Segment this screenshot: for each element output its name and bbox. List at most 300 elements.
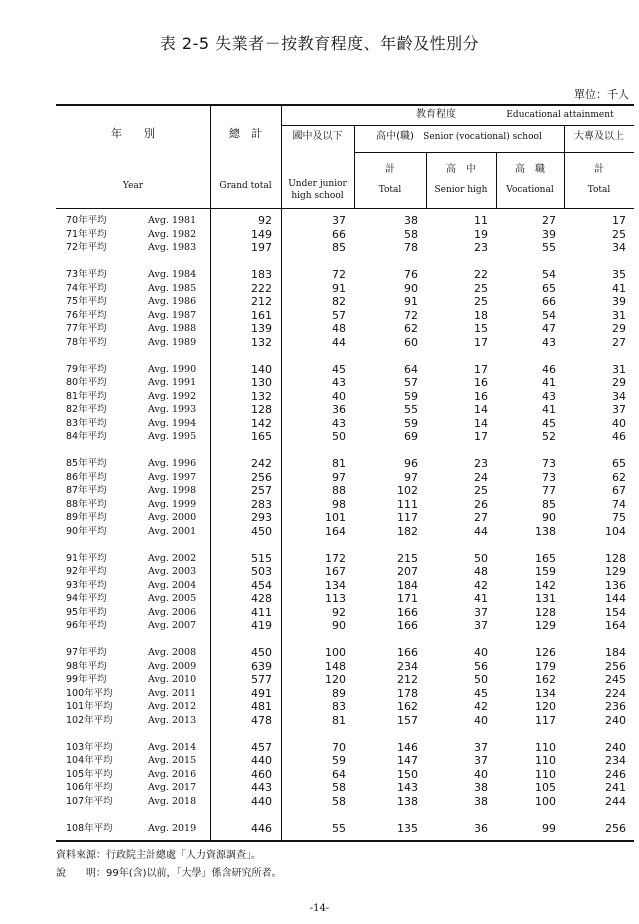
row-value: 44 (474, 524, 488, 538)
row-value: 142 (535, 578, 556, 592)
table-row (56, 417, 634, 431)
row-value: 58 (332, 781, 346, 794)
row-year-en: Avg. 2010 (148, 674, 197, 685)
table-row (56, 700, 634, 714)
source-note: 資料來源：行政院主計總處「人力資源調查」。 (56, 850, 261, 861)
row-value: 78 (404, 241, 418, 254)
row-value: 59 (404, 389, 418, 403)
row-value: 212 (251, 295, 272, 308)
table-row (56, 282, 634, 296)
row-year-en: Avg. 2008 (148, 647, 197, 658)
table-row (56, 498, 634, 512)
row-value: 19 (474, 227, 488, 241)
row-value: 25 (474, 484, 488, 497)
college-group-zh: 大專及以上 (574, 131, 624, 142)
row-value: 242 (251, 457, 272, 470)
row-year-en: Avg. 1992 (148, 390, 197, 402)
row-value: 135 (397, 821, 418, 835)
row-year-zh: 102年平均 (66, 714, 113, 726)
row-value: 428 (251, 592, 272, 605)
row-year-zh: 98年平均 (66, 660, 107, 672)
row-value: 481 (251, 700, 272, 713)
row-value: 96 (404, 457, 418, 470)
row-value: 65 (542, 281, 556, 295)
row-year-zh: 94年平均 (66, 593, 107, 604)
row-year-en: Avg. 1996 (148, 458, 197, 469)
table-row (56, 403, 634, 417)
row-value: 85 (332, 241, 346, 254)
table-row (56, 525, 634, 539)
row-value: 92 (332, 605, 346, 619)
row-year-en: Avg. 1987 (148, 309, 197, 321)
row-value: 62 (612, 470, 626, 484)
row-value: 73 (542, 470, 556, 484)
row-value: 457 (251, 740, 272, 754)
row-year-en: Avg. 1991 (148, 377, 197, 388)
row-value: 83 (332, 700, 346, 713)
row-year-zh: 84年平均 (66, 431, 107, 442)
row-year-en: Avg. 1997 (148, 471, 197, 483)
table-row (56, 484, 634, 498)
row-year-zh: 74年平均 (66, 282, 107, 294)
row-value: 159 (535, 565, 556, 578)
row-value: 89 (332, 686, 346, 700)
row-value: 40 (474, 713, 488, 727)
row-year-en: Avg. 2017 (148, 782, 197, 793)
row-value: 82 (332, 295, 346, 308)
row-value: 440 (251, 794, 272, 808)
row-value: 35 (612, 268, 626, 281)
header-bottom-rule (56, 208, 634, 209)
row-value: 73 (542, 457, 556, 470)
table-row (56, 781, 634, 795)
row-year-zh: 81年平均 (66, 390, 107, 402)
row-value: 139 (251, 322, 272, 335)
table-row (56, 228, 634, 242)
row-value: 164 (325, 524, 346, 538)
row-value: 157 (397, 713, 418, 727)
row-year-zh: 85年平均 (66, 458, 107, 469)
edu-header-zh: 教育程度 (416, 109, 456, 120)
row-value: 165 (251, 430, 272, 443)
row-value: 76 (404, 268, 418, 281)
row-value: 100 (535, 794, 556, 808)
row-value: 44 (332, 335, 346, 349)
row-value: 70 (332, 740, 346, 754)
row-value: 60 (404, 335, 418, 349)
row-value: 16 (474, 376, 488, 389)
row-value: 34 (612, 241, 626, 254)
row-year-en: Avg. 2016 (148, 768, 197, 780)
senior-group-zh: 高中(職) (376, 131, 414, 142)
row-year-zh: 99年平均 (66, 674, 107, 685)
row-value: 184 (397, 578, 418, 592)
row-value: 101 (325, 511, 346, 524)
row-year-en: Avg. 2003 (148, 566, 197, 577)
row-value: 105 (535, 781, 556, 794)
row-value: 146 (397, 740, 418, 754)
row-value: 132 (251, 335, 272, 349)
row-value: 224 (605, 686, 626, 700)
row-value: 55 (404, 403, 418, 416)
senior-high-zh: 高 中 (446, 164, 476, 175)
row-value: 134 (535, 686, 556, 700)
row-value: 234 (605, 754, 626, 767)
row-value: 43 (332, 416, 346, 430)
row-year-zh: 106年平均 (66, 782, 113, 793)
row-value: 166 (397, 605, 418, 619)
row-value: 46 (612, 430, 626, 443)
row-value: 56 (474, 659, 488, 673)
row-year-zh: 91年平均 (66, 552, 107, 564)
row-value: 148 (325, 659, 346, 673)
row-value: 15 (474, 322, 488, 335)
row-value: 128 (251, 403, 272, 416)
row-value: 443 (251, 781, 272, 794)
college-total-en: Total (587, 185, 611, 195)
row-value: 59 (332, 754, 346, 767)
table-row (56, 741, 634, 755)
senior-group-header (354, 131, 564, 143)
row-value: 162 (535, 673, 556, 686)
row-value: 37 (612, 403, 626, 416)
table-row (56, 309, 634, 323)
row-value: 129 (605, 565, 626, 578)
college-total-zh: 計 (594, 164, 604, 175)
row-value: 45 (474, 686, 488, 700)
row-value: 150 (397, 767, 418, 781)
row-value: 88 (332, 484, 346, 497)
row-value: 41 (542, 403, 556, 416)
row-year-en: Avg. 1989 (148, 336, 197, 348)
row-value: 42 (474, 700, 488, 713)
table-row (56, 268, 634, 282)
row-value: 64 (404, 362, 418, 376)
row-year-en: Avg. 2012 (148, 701, 197, 712)
row-value: 419 (251, 619, 272, 632)
row-value: 27 (612, 335, 626, 349)
row-value: 37 (474, 605, 488, 619)
table-row (56, 241, 634, 255)
year-header-en: Year (122, 181, 144, 191)
row-value: 38 (474, 794, 488, 808)
row-value: 167 (325, 565, 346, 578)
row-value: 446 (251, 821, 272, 835)
col-divider (496, 152, 497, 208)
row-value: 236 (605, 700, 626, 713)
row-value: 171 (397, 592, 418, 605)
row-value: 41 (612, 281, 626, 295)
row-value: 17 (474, 430, 488, 443)
table-row (56, 363, 634, 377)
row-value: 234 (397, 659, 418, 673)
row-value: 184 (605, 646, 626, 659)
row-value: 72 (332, 268, 346, 281)
row-value: 138 (535, 524, 556, 538)
table-row (56, 754, 634, 768)
table-row (56, 471, 634, 485)
row-value: 25 (612, 227, 626, 241)
row-year-zh: 93年平均 (66, 579, 107, 591)
row-value: 45 (332, 362, 346, 376)
table-row (56, 673, 634, 687)
row-year-zh: 77年平均 (66, 323, 107, 334)
row-value: 154 (605, 605, 626, 619)
row-value: 222 (251, 281, 272, 295)
row-value: 90 (332, 619, 346, 632)
row-year-zh: 89年平均 (66, 512, 107, 523)
row-year-zh: 88年平均 (66, 498, 107, 510)
table-row (56, 430, 634, 444)
row-value: 491 (251, 686, 272, 700)
row-value: 50 (332, 430, 346, 443)
row-value: 117 (535, 713, 556, 727)
row-value: 131 (535, 592, 556, 605)
row-year-en: Avg. 1982 (148, 228, 197, 240)
table-row (56, 552, 634, 566)
row-year-en: Avg. 1986 (148, 296, 197, 307)
row-year-en: Avg. 2019 (148, 822, 197, 834)
explanation-note: 說 明：99年(含)以前，「大學」係含研究所者。 (56, 868, 282, 879)
row-value: 147 (397, 754, 418, 767)
row-value: 81 (332, 457, 346, 470)
page-number: -14- (309, 903, 330, 914)
row-value: 54 (542, 268, 556, 281)
row-value: 245 (605, 673, 626, 686)
row-value: 14 (474, 416, 488, 430)
row-value: 450 (251, 646, 272, 659)
row-value: 179 (535, 659, 556, 673)
row-year-zh: 76年平均 (66, 309, 107, 321)
row-year-en: Avg. 2006 (148, 606, 197, 618)
row-value: 164 (605, 619, 626, 632)
senior-high-en: Senior high (434, 185, 488, 195)
table-row (56, 390, 634, 404)
row-value: 72 (404, 308, 418, 322)
row-value: 16 (474, 389, 488, 403)
table-row (56, 457, 634, 471)
row-year-zh: 90年平均 (66, 525, 107, 537)
row-value: 138 (397, 794, 418, 808)
row-year-zh: 100年平均 (66, 687, 113, 699)
row-value: 34 (612, 389, 626, 403)
row-value: 215 (397, 551, 418, 565)
row-value: 39 (542, 227, 556, 241)
row-value: 25 (474, 281, 488, 295)
header-rule (281, 125, 634, 126)
table-row (56, 376, 634, 390)
row-value: 69 (404, 430, 418, 443)
row-value: 62 (404, 322, 418, 335)
row-value: 140 (251, 362, 272, 376)
row-value: 67 (612, 484, 626, 497)
row-value: 240 (605, 713, 626, 727)
row-value: 58 (332, 794, 346, 808)
row-year-zh: 78年平均 (66, 336, 107, 348)
year-header-zh: 年 別 (111, 127, 155, 140)
row-value: 57 (404, 376, 418, 389)
vocational-zh: 高 職 (515, 164, 545, 175)
table-row (56, 714, 634, 728)
row-value: 37 (332, 214, 346, 227)
row-value: 172 (325, 551, 346, 565)
row-value: 100 (325, 646, 346, 659)
row-year-zh: 83年平均 (66, 417, 107, 429)
row-value: 40 (612, 416, 626, 430)
row-year-en: Avg. 2013 (148, 714, 197, 726)
table-row (56, 592, 634, 606)
row-value: 50 (474, 551, 488, 565)
row-value: 81 (332, 713, 346, 727)
row-value: 241 (605, 781, 626, 794)
table-row (56, 295, 634, 309)
junior-header-en: Under junior high school (288, 179, 347, 201)
row-value: 97 (404, 470, 418, 484)
row-value: 48 (474, 565, 488, 578)
row-value: 515 (251, 551, 272, 565)
row-year-en: Avg. 1981 (148, 215, 197, 226)
row-value: 639 (251, 659, 272, 673)
row-value: 256 (605, 659, 626, 673)
row-value: 40 (474, 646, 488, 659)
row-value: 42 (474, 578, 488, 592)
row-year-zh: 70年平均 (66, 215, 107, 226)
row-value: 102 (397, 484, 418, 497)
row-year-en: Avg. 1995 (148, 431, 197, 442)
row-value: 182 (397, 524, 418, 538)
row-value: 29 (612, 376, 626, 389)
row-value: 92 (258, 214, 272, 227)
row-value: 207 (397, 565, 418, 578)
row-year-zh: 71年平均 (66, 228, 107, 240)
row-value: 99 (542, 821, 556, 835)
row-value: 46 (542, 362, 556, 376)
row-year-en: Avg. 1993 (148, 404, 197, 415)
row-value: 41 (542, 376, 556, 389)
row-value: 110 (535, 740, 556, 754)
row-year-en: Avg. 1985 (148, 282, 197, 294)
row-value: 74 (612, 497, 626, 511)
row-value: 90 (404, 281, 418, 295)
table-row (56, 795, 634, 809)
row-year-en: Avg. 1990 (148, 363, 197, 375)
col-divider (426, 152, 427, 208)
table-row (56, 606, 634, 620)
row-year-zh: 96年平均 (66, 620, 107, 631)
row-year-en: Avg. 2014 (148, 741, 197, 753)
row-value: 48 (332, 322, 346, 335)
row-value: 136 (605, 578, 626, 592)
table-row (56, 322, 634, 336)
row-value: 43 (332, 376, 346, 389)
row-value: 38 (404, 214, 418, 227)
row-value: 85 (542, 497, 556, 511)
row-value: 256 (251, 470, 272, 484)
row-value: 440 (251, 754, 272, 767)
row-value: 11 (474, 214, 488, 227)
row-value: 77 (542, 484, 556, 497)
row-value: 460 (251, 767, 272, 781)
row-value: 134 (325, 578, 346, 592)
row-value: 130 (251, 376, 272, 389)
row-year-zh: 103年平均 (66, 741, 113, 753)
table-row (56, 646, 634, 660)
row-value: 41 (474, 592, 488, 605)
edu-header-en: Educational attainment (506, 110, 614, 120)
row-year-zh: 75年平均 (66, 296, 107, 307)
row-value: 66 (332, 227, 346, 241)
row-value: 25 (474, 295, 488, 308)
row-value: 91 (404, 295, 418, 308)
row-value: 132 (251, 389, 272, 403)
row-year-zh: 86年平均 (66, 471, 107, 483)
row-year-en: Avg. 1994 (148, 417, 197, 429)
row-year-zh: 108年平均 (66, 822, 113, 834)
row-value: 197 (251, 241, 272, 254)
row-year-en: Avg. 1999 (148, 498, 197, 510)
row-year-en: Avg. 1984 (148, 269, 197, 280)
row-value: 14 (474, 403, 488, 416)
row-year-en: Avg. 1983 (148, 242, 197, 253)
row-year-en: Avg. 2005 (148, 593, 197, 604)
senior-total-en: Total (378, 185, 402, 195)
row-value: 31 (612, 362, 626, 376)
row-value: 143 (397, 781, 418, 794)
row-value: 91 (332, 281, 346, 295)
row-value: 110 (535, 754, 556, 767)
row-value: 38 (474, 781, 488, 794)
row-value: 98 (332, 497, 346, 511)
total-header-zh: 總 計 (229, 127, 262, 140)
senior-group-en: Senior (vocational) school (423, 132, 542, 142)
row-value: 256 (605, 821, 626, 835)
table-row (56, 660, 634, 674)
row-value: 66 (542, 295, 556, 308)
row-value: 65 (612, 457, 626, 470)
total-header-en: Grand total (219, 181, 272, 191)
row-value: 23 (474, 457, 488, 470)
row-value: 43 (542, 335, 556, 349)
row-value: 478 (251, 713, 272, 727)
row-value: 45 (542, 416, 556, 430)
row-year-zh: 95年平均 (66, 606, 107, 618)
row-year-zh: 80年平均 (66, 377, 107, 388)
row-year-en: Avg. 2018 (148, 795, 197, 807)
table-row (56, 565, 634, 579)
row-value: 18 (474, 308, 488, 322)
row-year-zh: 107年平均 (66, 795, 113, 807)
row-value: 27 (474, 511, 488, 524)
row-value: 36 (474, 821, 488, 835)
row-year-en: Avg. 2000 (148, 512, 197, 523)
table-row (56, 214, 634, 228)
row-value: 165 (535, 551, 556, 565)
row-year-en: Avg. 2015 (148, 755, 197, 766)
row-year-zh: 79年平均 (66, 363, 107, 375)
row-value: 75 (612, 511, 626, 524)
row-value: 26 (474, 497, 488, 511)
row-value: 257 (251, 484, 272, 497)
row-value: 120 (535, 700, 556, 713)
header-rule (354, 152, 634, 153)
row-value: 110 (535, 767, 556, 781)
row-value: 57 (332, 308, 346, 322)
row-year-zh: 87年平均 (66, 485, 107, 496)
table-row (56, 619, 634, 633)
row-value: 37 (474, 619, 488, 632)
row-value: 293 (251, 511, 272, 524)
row-value: 183 (251, 268, 272, 281)
